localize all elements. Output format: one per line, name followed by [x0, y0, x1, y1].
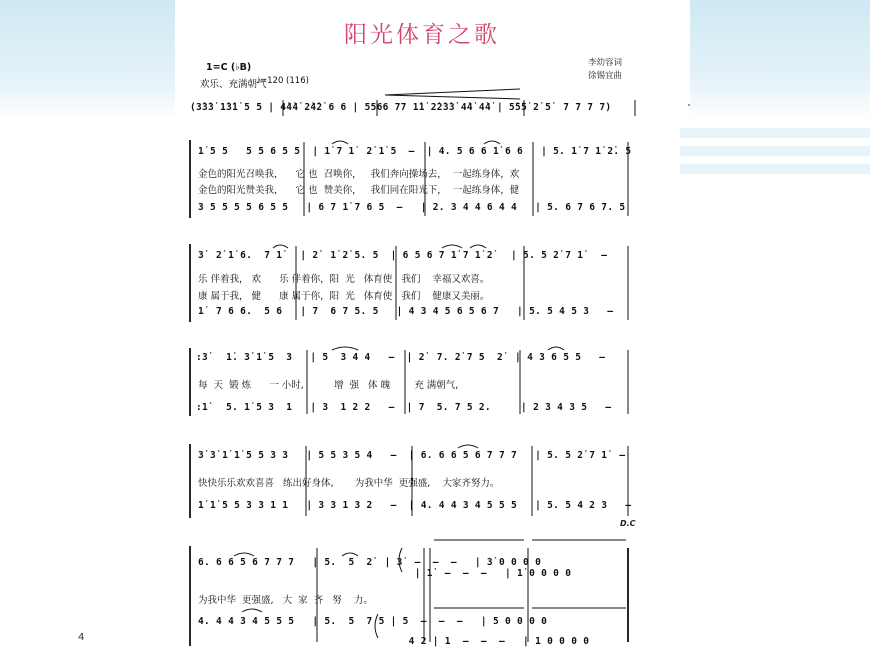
song-title: 阳光体育之歌 [344, 22, 500, 48]
s4-melody: 3̇ 3̇ 1̇ 1̇ 5 5 3 3 | 5 5 3 5 4 – | 6. 6 6 5 6 7 7 7 | 5. 5 2̇ 7 1̇ – [198, 450, 626, 461]
composer-credit: 徐锡宜曲 [588, 71, 623, 81]
lyricist-credit: 李幼容词 [588, 58, 623, 68]
s5-melody: 6. 6 6 5 6 7 7 7 | 5. 5 2̇ | 3̇ – – – | 3̇ 0 0 0 0 [198, 557, 542, 568]
s3-lyric: 每 天 锻 炼 一 小时, 增 强 体 魄 充 满朝气, [198, 380, 459, 391]
dc-mark: D.C [620, 519, 636, 528]
s4-lyric: 快快乐乐欢欢喜喜 练出好身体, 为我中华 更强盛, 大家齐努力。 [198, 478, 500, 489]
s2-harmony: 1̇ 7 6 6. 5 6 | 7 6 7 5. 5 | 4 3 4 5 6 5 6 7 | 5. 5 4 5 3 – [198, 306, 614, 317]
tempo-words: 欢乐、充满朝气 [200, 79, 267, 90]
s5-melody-upper-voice: | 1̇ – – – | 1̇ 0 0 0 0 [198, 568, 572, 579]
s1-lyric-verse2: 金色的阳光赞美我， 它 也 赞美你， 我们同在阳光下， 一起练身体，健 [198, 185, 520, 196]
s5-harmony-lower-voice: 4 2 | 1 – – – | 1 0 0 0 0 [198, 636, 590, 647]
s4-harmony: 1̇ 1̇ 5 5 3 3 1 1 | 3 3 1 3 2 – | 4. 4 4 3 4 5 5 5 | 5. 5 4 2 3 – [198, 500, 632, 511]
tempo-mark: ♩=120 (116) [256, 76, 309, 86]
page-number: 4 [78, 632, 85, 643]
s2-melody: 3̇ 2̇ 1̇ 6. 7 1̇ | 2̇ 1̇ 2̇ 5. 5 | 6 5 6 7 1̇ 7 1̇ 2̇ | 5. 5 2̇ 7 1̇ – [198, 250, 608, 261]
s1-lyric-verse1: 金色的阳光召唤我， 它 也 召唤你， 我们奔向操场去， 一起练身体，欢 [198, 169, 520, 180]
intro-notes: (3̇3̇3̇ 1̇3̇1̇ 5 5 | 4̇4̇4̇ 2̇4̇2̇ 6 6 | 5566 77 1̇1̇ 2̇2̇3̇3̇ 4̇4̇ 4̇4̇ | 5̇5̇5̇ 2̇ 5̇ 7 7 7 7) [190, 102, 612, 113]
s1-harmony: 3 5 5 5 5 6 5 5 | 6 7 1̇ 7 6 5 – | 2. 3 4 4 6 4 4 | 5. 6 7 6 7. 5 [198, 202, 626, 213]
s5-lyric: 为我中华 更强盛, 大 家 齐 努 力。 [198, 595, 373, 606]
key-signature: 1=C (♭B) [206, 62, 252, 73]
s5-harmony: 4. 4 4 3 4 5 5 5 | 5. 5 7 5 | 5 – – – | 5 0 0 0 0 [198, 616, 548, 627]
s1-melody: 1̇ 5 5 5 5 6 5 5 | 1̇ 7 1̇ 2̇ 1̇ 5 – | 4. 5 6 6 1̇ 6 6 | 5. 1̇ 7 1̇ 2̇. 5 [198, 146, 632, 157]
s2-lyric-verse1: 乐 伴着我， 欢 乐 伴着你，阳 光 体育使 我们 幸福又欢喜。 [198, 274, 490, 285]
s3-harmony: :1̇ 5. 1̇ 5 3 1 | 3 1 2 2 – | 7 5. 7 5 2. | 2 3 4 3 5 – [196, 402, 612, 413]
s3-melody: :3̇ 1̇. 3̇ 1̇ 5 3 | 5 3 4 4 – | 2̇ 7. 2̇ 7 5 2̇ | 4 3 6 5 5 – [196, 352, 606, 363]
s2-lyric-verse2: 康 属于我， 健 康 属于你，阳 光 体育使 我们 健康又美丽。 [198, 291, 490, 302]
